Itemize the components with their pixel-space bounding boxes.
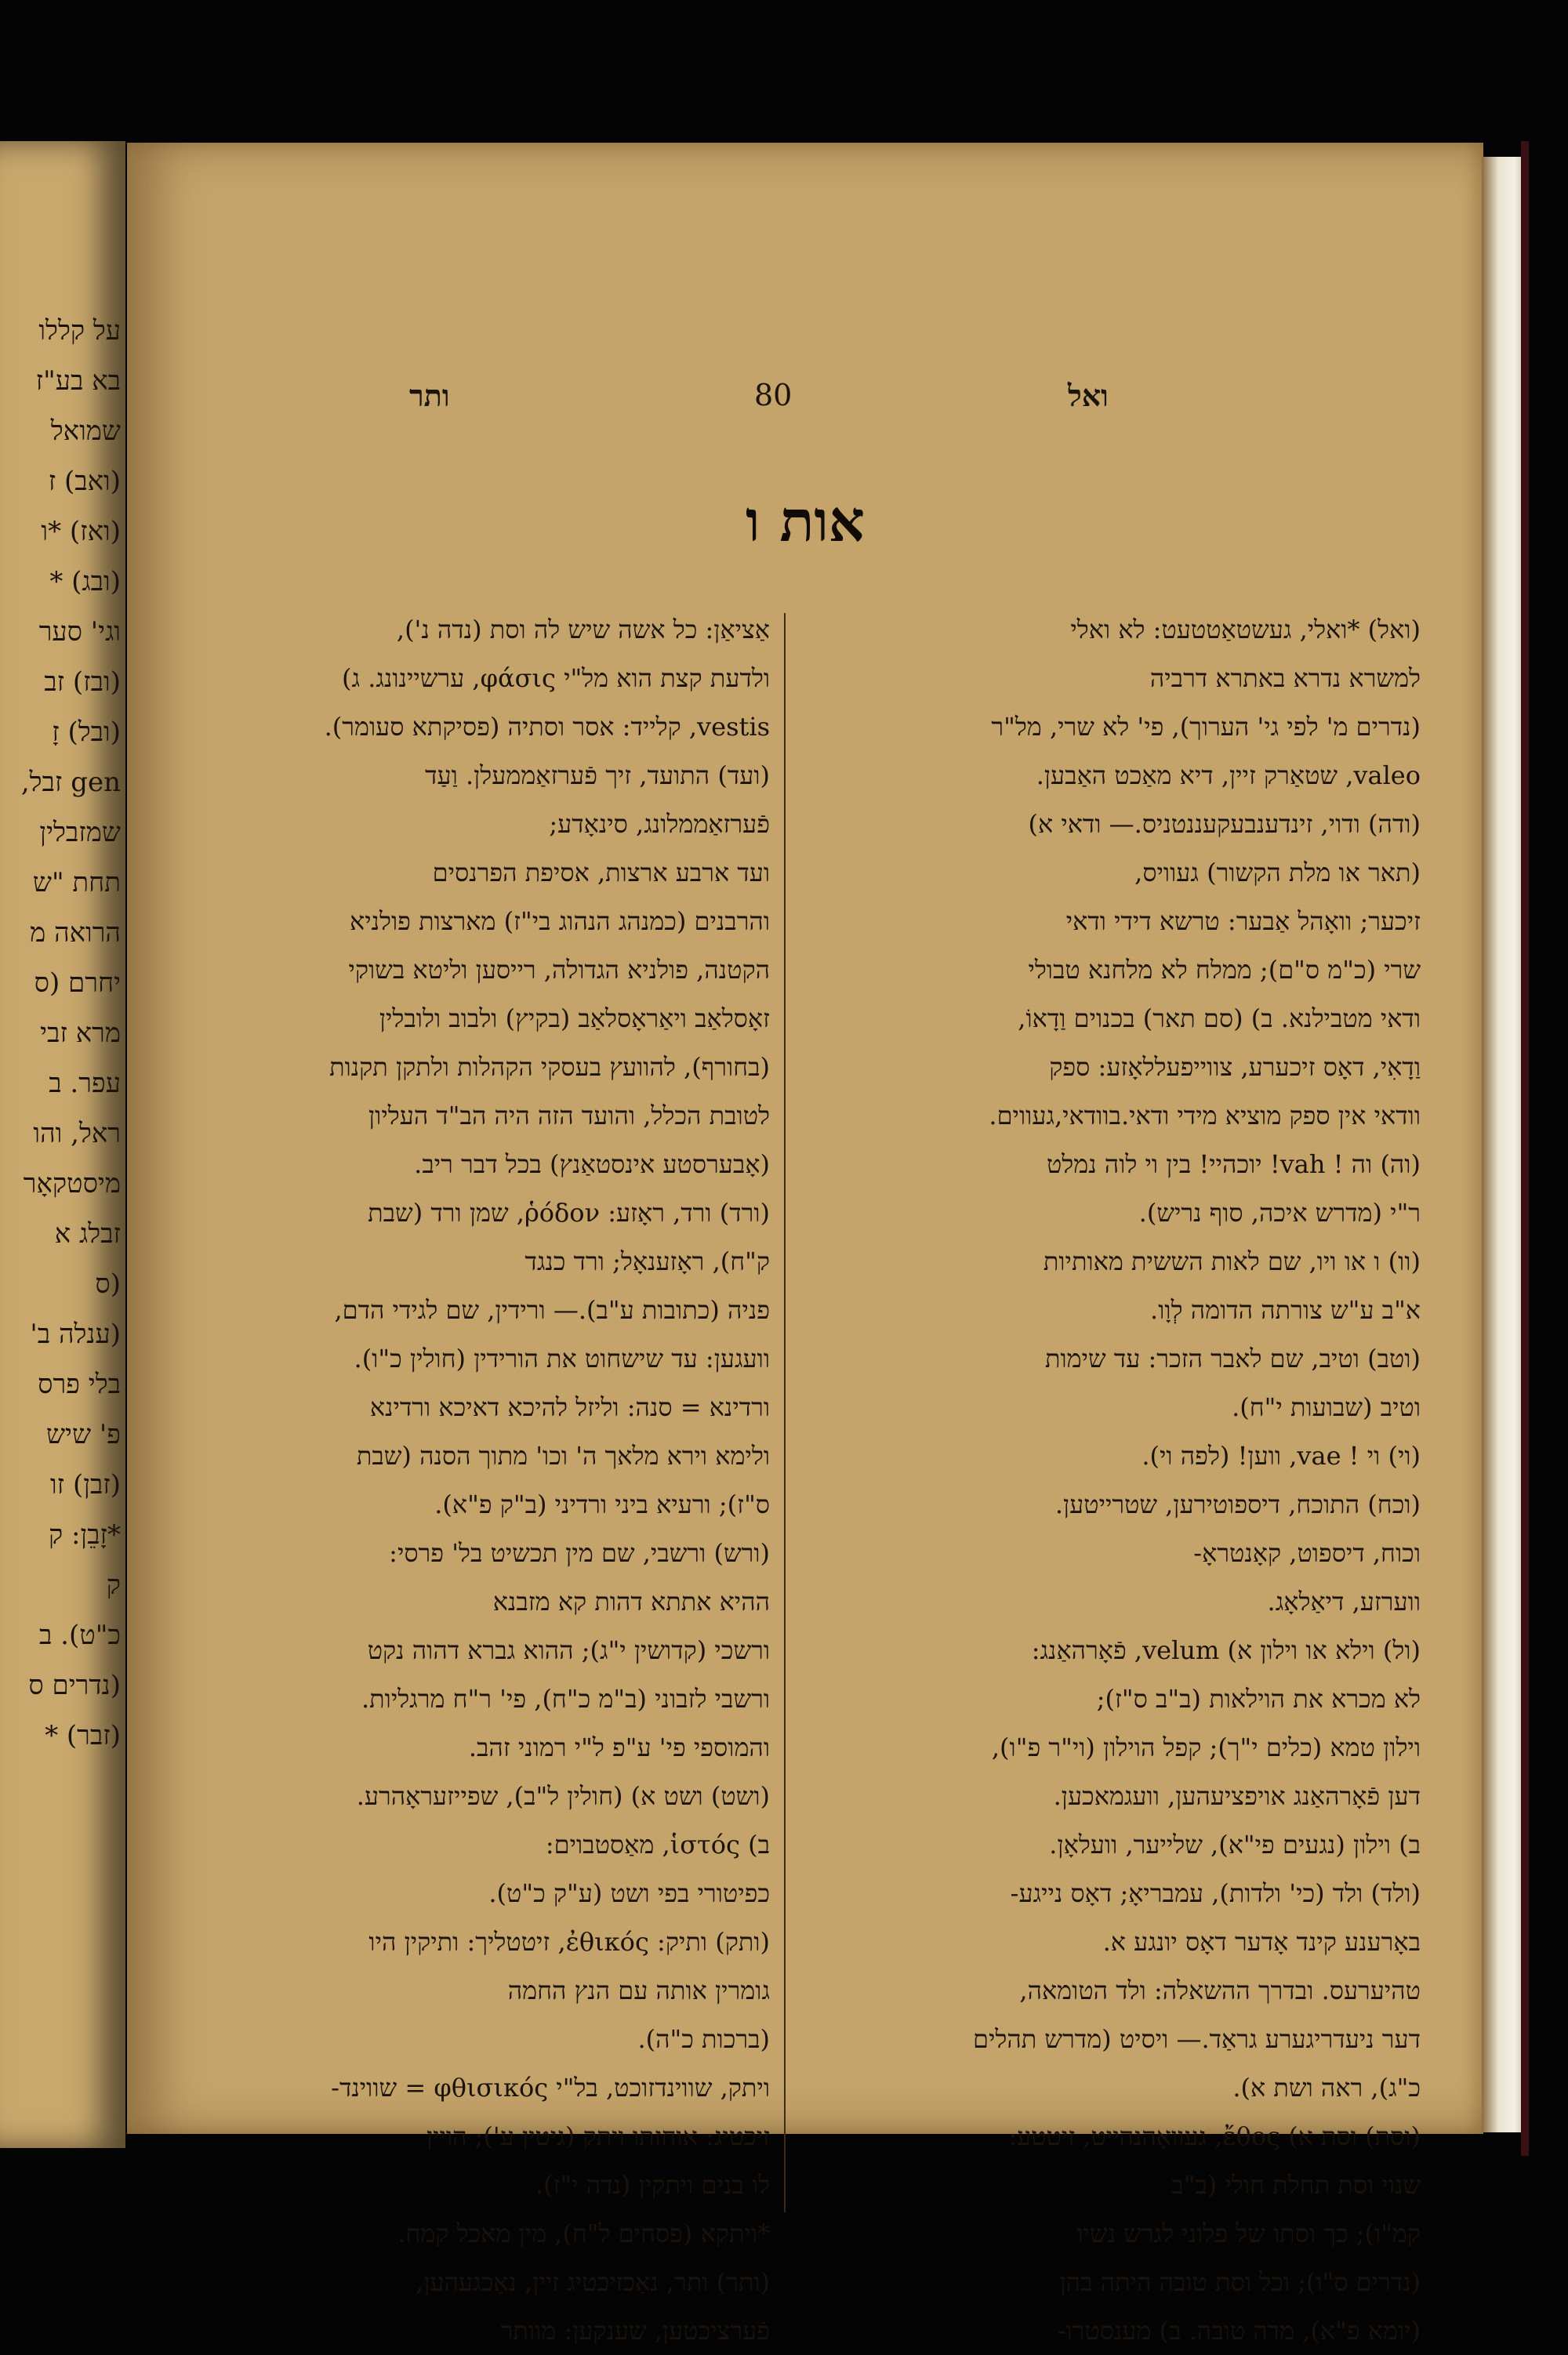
entry-line: ס"ז); ורעיא ביני ורדיני (ב"ק פ"א). (434, 1490, 770, 1519)
previous-page-line: ק (106, 1569, 121, 1601)
entry-line: (וטב) וטיב, שם לאבר הזכר: עד שימות (1044, 1344, 1421, 1373)
entry-line: והמוספי פי' ע"פ ל"י רמוני זהב. (468, 1733, 770, 1762)
previous-page-line: (ס (95, 1268, 121, 1300)
entry-line: ועד ארבע ארצות, אסיפת הפרנסים (432, 858, 770, 887)
entry-line: (תאר או מלת הקשור) געוויס, (1134, 858, 1421, 887)
entry-line: אַציאַן: כל אשה שיש לה וסת (נדה נ'), (396, 615, 770, 644)
entry-line: דער ניעדריגערע גראַד.— ויסיט (מדרש תהלים (973, 2024, 1421, 2054)
previous-page-line: שמואל (50, 415, 121, 447)
entry-line: הקטנה, פולניא הגדולה, רייסען וליטא בשוקי (348, 955, 770, 985)
page-number: 80 (754, 378, 793, 412)
page-edges (1482, 157, 1529, 2132)
entry-line: (ברכות כ"ה). (637, 2024, 770, 2054)
previous-page-line: תחת "ש (32, 867, 121, 898)
previous-page-edge (0, 141, 125, 2148)
running-head-right: ואל (1068, 378, 1109, 413)
entry-line: וכוח, דיספוט, קאָנטראָ- (1193, 1538, 1421, 1568)
entry-line: (נדרים ס"ו); וכל וסת טובה היתה בהן (1059, 2267, 1421, 2297)
entry-line: ב) וילון (נגעים פי"א), שלייער, וועלאָן. (1049, 1830, 1421, 1860)
entry-line: וטיב (שבועות י"ח). (1232, 1392, 1421, 1422)
previous-page-line: (ואב) ז (48, 466, 121, 497)
book-page (127, 143, 1483, 2346)
entry-line: וועגען: עד שישחוט את הורידין (חולין כ"ו). (354, 1344, 770, 1373)
entry-line: (ולד) ולד (כי' ולדות), עמבריאָ; דאָס נייגע- (1010, 1878, 1421, 1908)
entry-line: שנוי וסת תחלת חולי (ב"ב (1171, 2170, 1421, 2200)
entry-line: (ושט) ושט א) (חולין ל"ב), שפייזעראָהרע. (356, 1781, 770, 1811)
entry-line: ורדינא = סנה: וליזל להיכא דאיכא ורדינא (369, 1392, 770, 1422)
entry-line: כ"ג), ראה ושת א). (1232, 2073, 1421, 2103)
previous-page-line: (זבר) * (45, 1720, 121, 1751)
previous-page-line: (ובל) זָ (52, 717, 121, 748)
entry-line: (ותק) ותיק: ἐθικός, זיטטליך: ותיקין היו (368, 1927, 770, 1957)
previous-page-line: (ענלה ב' (30, 1319, 121, 1350)
entry-line: לא מכרא את הוילאות (ב"ב ס"ז); (1096, 1684, 1421, 1714)
entry-line: (ול) וילא או וילון א) velum, פֿאָרהאַנג: (1031, 1635, 1421, 1665)
previous-page-line: gen זבל, (20, 767, 121, 798)
entry-line: זיכער; וואָהל אַבער: טרשא דידי ודאי (1065, 906, 1421, 936)
right-column (817, 605, 1421, 2346)
entry-line: וודאי אין ספק מוציא מידי ודאי.בוודאי,געווים. (989, 1101, 1421, 1130)
entry-line: זאָסלאַב ויאַראָסלאַב (בקיץ) ולבוב ולובלין (379, 1003, 770, 1033)
entry-line: (וי) וי ! vae, ווען! (לפה וי). (1142, 1441, 1421, 1471)
entry-line: (וכח) התוכח, דיספוטירען, שטרייטען. (1054, 1490, 1421, 1519)
previous-page-line: ראל, והו (33, 1118, 121, 1149)
section-title: אות ו (745, 488, 866, 554)
entry-line: זיכטיג: אוחזתו ויתק (גיטין ע'); הויין (426, 2121, 770, 2151)
previous-page-line: זבלג א (54, 1218, 121, 1250)
entry-line: ויתק, שווינדזוכט, בל"י φθισικός = שווינד- (331, 2073, 770, 2103)
entry-line: ולדעת קצת הוא מל"י φάσις, ערשיינונג. ג) (342, 663, 770, 693)
previous-page-line: *זָבֵן: ק (49, 1519, 121, 1551)
previous-page-line: (ואז) *ו (41, 516, 121, 547)
entry-line: *ויתקא (פסחים ל"ח), מין מאכל קמח. (397, 2219, 770, 2248)
entry-line: דען פֿאָרהאַנג אויפציעהען, וועגמאכען. (1053, 1781, 1421, 1811)
entry-line: (ורש) ורשבי, שם מין תכשיט בל' פרסי: (389, 1538, 770, 1568)
previous-page-line: מרא זבי (40, 1018, 121, 1049)
column-divider (784, 613, 786, 2212)
entry-line: פֿערזאַממלונג, סינאָדע; (549, 809, 770, 839)
entry-line: (אָבערסטע אינסטאַנץ) בכל דבר ריב. (414, 1149, 770, 1179)
previous-page-line: יחרם (ס (34, 967, 121, 999)
entry-line: למשרא נדרא באתרא דרביה (1149, 663, 1421, 693)
entry-line: גומרין אותה עם הנץ החמה (507, 1976, 770, 2005)
entry-line: ר"י (מדרש איכה, סוף נריש). (1138, 1198, 1421, 1228)
previous-page-line: פ' שיש (45, 1419, 121, 1450)
entry-line: פֿערציכטען, שענקען: מוותר (500, 2316, 770, 2346)
previous-page-line: בלי פרס (38, 1369, 121, 1400)
entry-line: שרי (כ"מ ס"ם); ממלח לא מלחנא טבולי (1028, 955, 1421, 985)
entry-line: (נדרים מ' לפי גי' הערוך), פי' לא שרי, מל"ר (991, 712, 1421, 742)
entry-line: א"ב ע"ש צורתה הדומה לְוָו. (1150, 1295, 1421, 1325)
previous-page-line: כ"ט). ב (38, 1620, 121, 1651)
entry-line: (ואל) *ואלי, געשטאַטטעט: לא ואלי (1070, 615, 1421, 644)
previous-page-column (3, 306, 121, 1761)
previous-page-line: על קללו (38, 315, 121, 347)
previous-page-line: (זבן) זו (49, 1469, 121, 1500)
entry-line: (יומא פ"א), מדה טובה. ב) מענסטרו- (1057, 2316, 1421, 2346)
entry-line: ורשכי (קדושין י"ג); ההוא גברא דהוה נקט (367, 1635, 770, 1665)
previous-page-line: מיסטקאָר (23, 1168, 121, 1199)
entry-line: לו בנים ויתקין (נדה י"ז). (535, 2170, 770, 2200)
entry-line: וילון טמא (כלים י"ך); קפל הוילון (וי"ר פ"ו), (991, 1733, 1421, 1762)
entry-line: פניה (כתובות ע"ב).— ורידין, שם לגידי הדם, (334, 1295, 770, 1325)
previous-page-line: וגי' סער (38, 616, 121, 648)
previous-page-line: שמזבלין (39, 817, 121, 848)
entry-line: ההיא אתתא דהות קא מזבנא (492, 1587, 770, 1617)
entry-line: (ודה) ודוי, זינדענבעקעננטניס.— ודאי א) (1028, 809, 1421, 839)
entry-line: ווערזע, דיאַלאָג. (1267, 1587, 1421, 1617)
entry-line: (וסת) וסת א) ἔθος, געוואָהנהייט, זיטטע: (1008, 2121, 1421, 2151)
running-head-left: ותר (409, 378, 450, 413)
entry-line: והרבנים (כמנהג הנהוג בי"ז) מארצות פולניא (349, 906, 770, 936)
entry-line: (וו) ו או ויו, שם לאות הששית מאותיות (1043, 1246, 1421, 1276)
entry-line: וַדָאִי, דאָס זיכערע, צווייפעללאָזע: ספק (1049, 1052, 1421, 1082)
entry-line: טהיערעס. ובדרך ההשאלה: ולד הטומאה, (1019, 1976, 1421, 2005)
previous-page-line: (ובז) זב (44, 666, 121, 698)
entry-line: ורשבי לזבוני (ב"מ כ"ח), פי' ר"ח מרגליות. (361, 1684, 770, 1714)
entry-line: (ורד) ורד, ראָזע: ῥόδον, שמן ורד (שבת (368, 1198, 770, 1228)
previous-page-line: הרואה מ (30, 917, 121, 949)
entry-line: קמ"ו); כך וסתו של פלוני לגרש נשיו (1076, 2219, 1421, 2248)
entry-line: לטובת הכלל, והועד הזה היה הב"ד העליון (368, 1101, 770, 1130)
previous-page-line: (ובג) * (49, 566, 121, 597)
entry-line: כפיטורי בפי ושט (ע"ק כ"ט). (488, 1878, 770, 1908)
entry-line: vestis, קלייד: אסר וסתיה (פסיקתא סעומר). (324, 712, 770, 742)
previous-page-line: (נדרים ס (28, 1670, 121, 1701)
entry-line: valeo, שטאַרק זיין, דיא מאַכט האַבען. (1036, 760, 1421, 790)
previous-page-line: בא בע"ז (35, 365, 121, 397)
entry-line: (בחורף), להוועץ בעסקי הקהלות ולתקן תקנות (329, 1052, 770, 1082)
left-column (174, 605, 770, 2346)
entry-line: ודאי מטבילנא. ב) (סם תאר) בכנוים וַדָאוֹ, (1018, 1003, 1421, 1033)
entry-line: (וה) וה ! vah! יוכהיי! בין וי לוה נמלט (1046, 1149, 1421, 1179)
entry-line: ב) ἱστός, מאַסטבוים: (545, 1830, 770, 1860)
entry-line: ק"ח), ראָזענאָל; ורד כנגד (524, 1246, 770, 1276)
entry-line: באָרענע קינד אָדער דאָס יונגע א. (1102, 1927, 1421, 1957)
entry-line: (ותר) ותר, נאַכזיכטיג זיין, נאַכגעהען, (416, 2267, 770, 2297)
previous-page-line: עפר. ב (49, 1068, 121, 1099)
entry-line: (ועד) התועד, זיך פֿערזאַממעלן. וַעַד (425, 760, 770, 790)
entry-line: ולימא וירא מלאך ה' וכו' מתוך הסנה (שבת (356, 1441, 770, 1471)
